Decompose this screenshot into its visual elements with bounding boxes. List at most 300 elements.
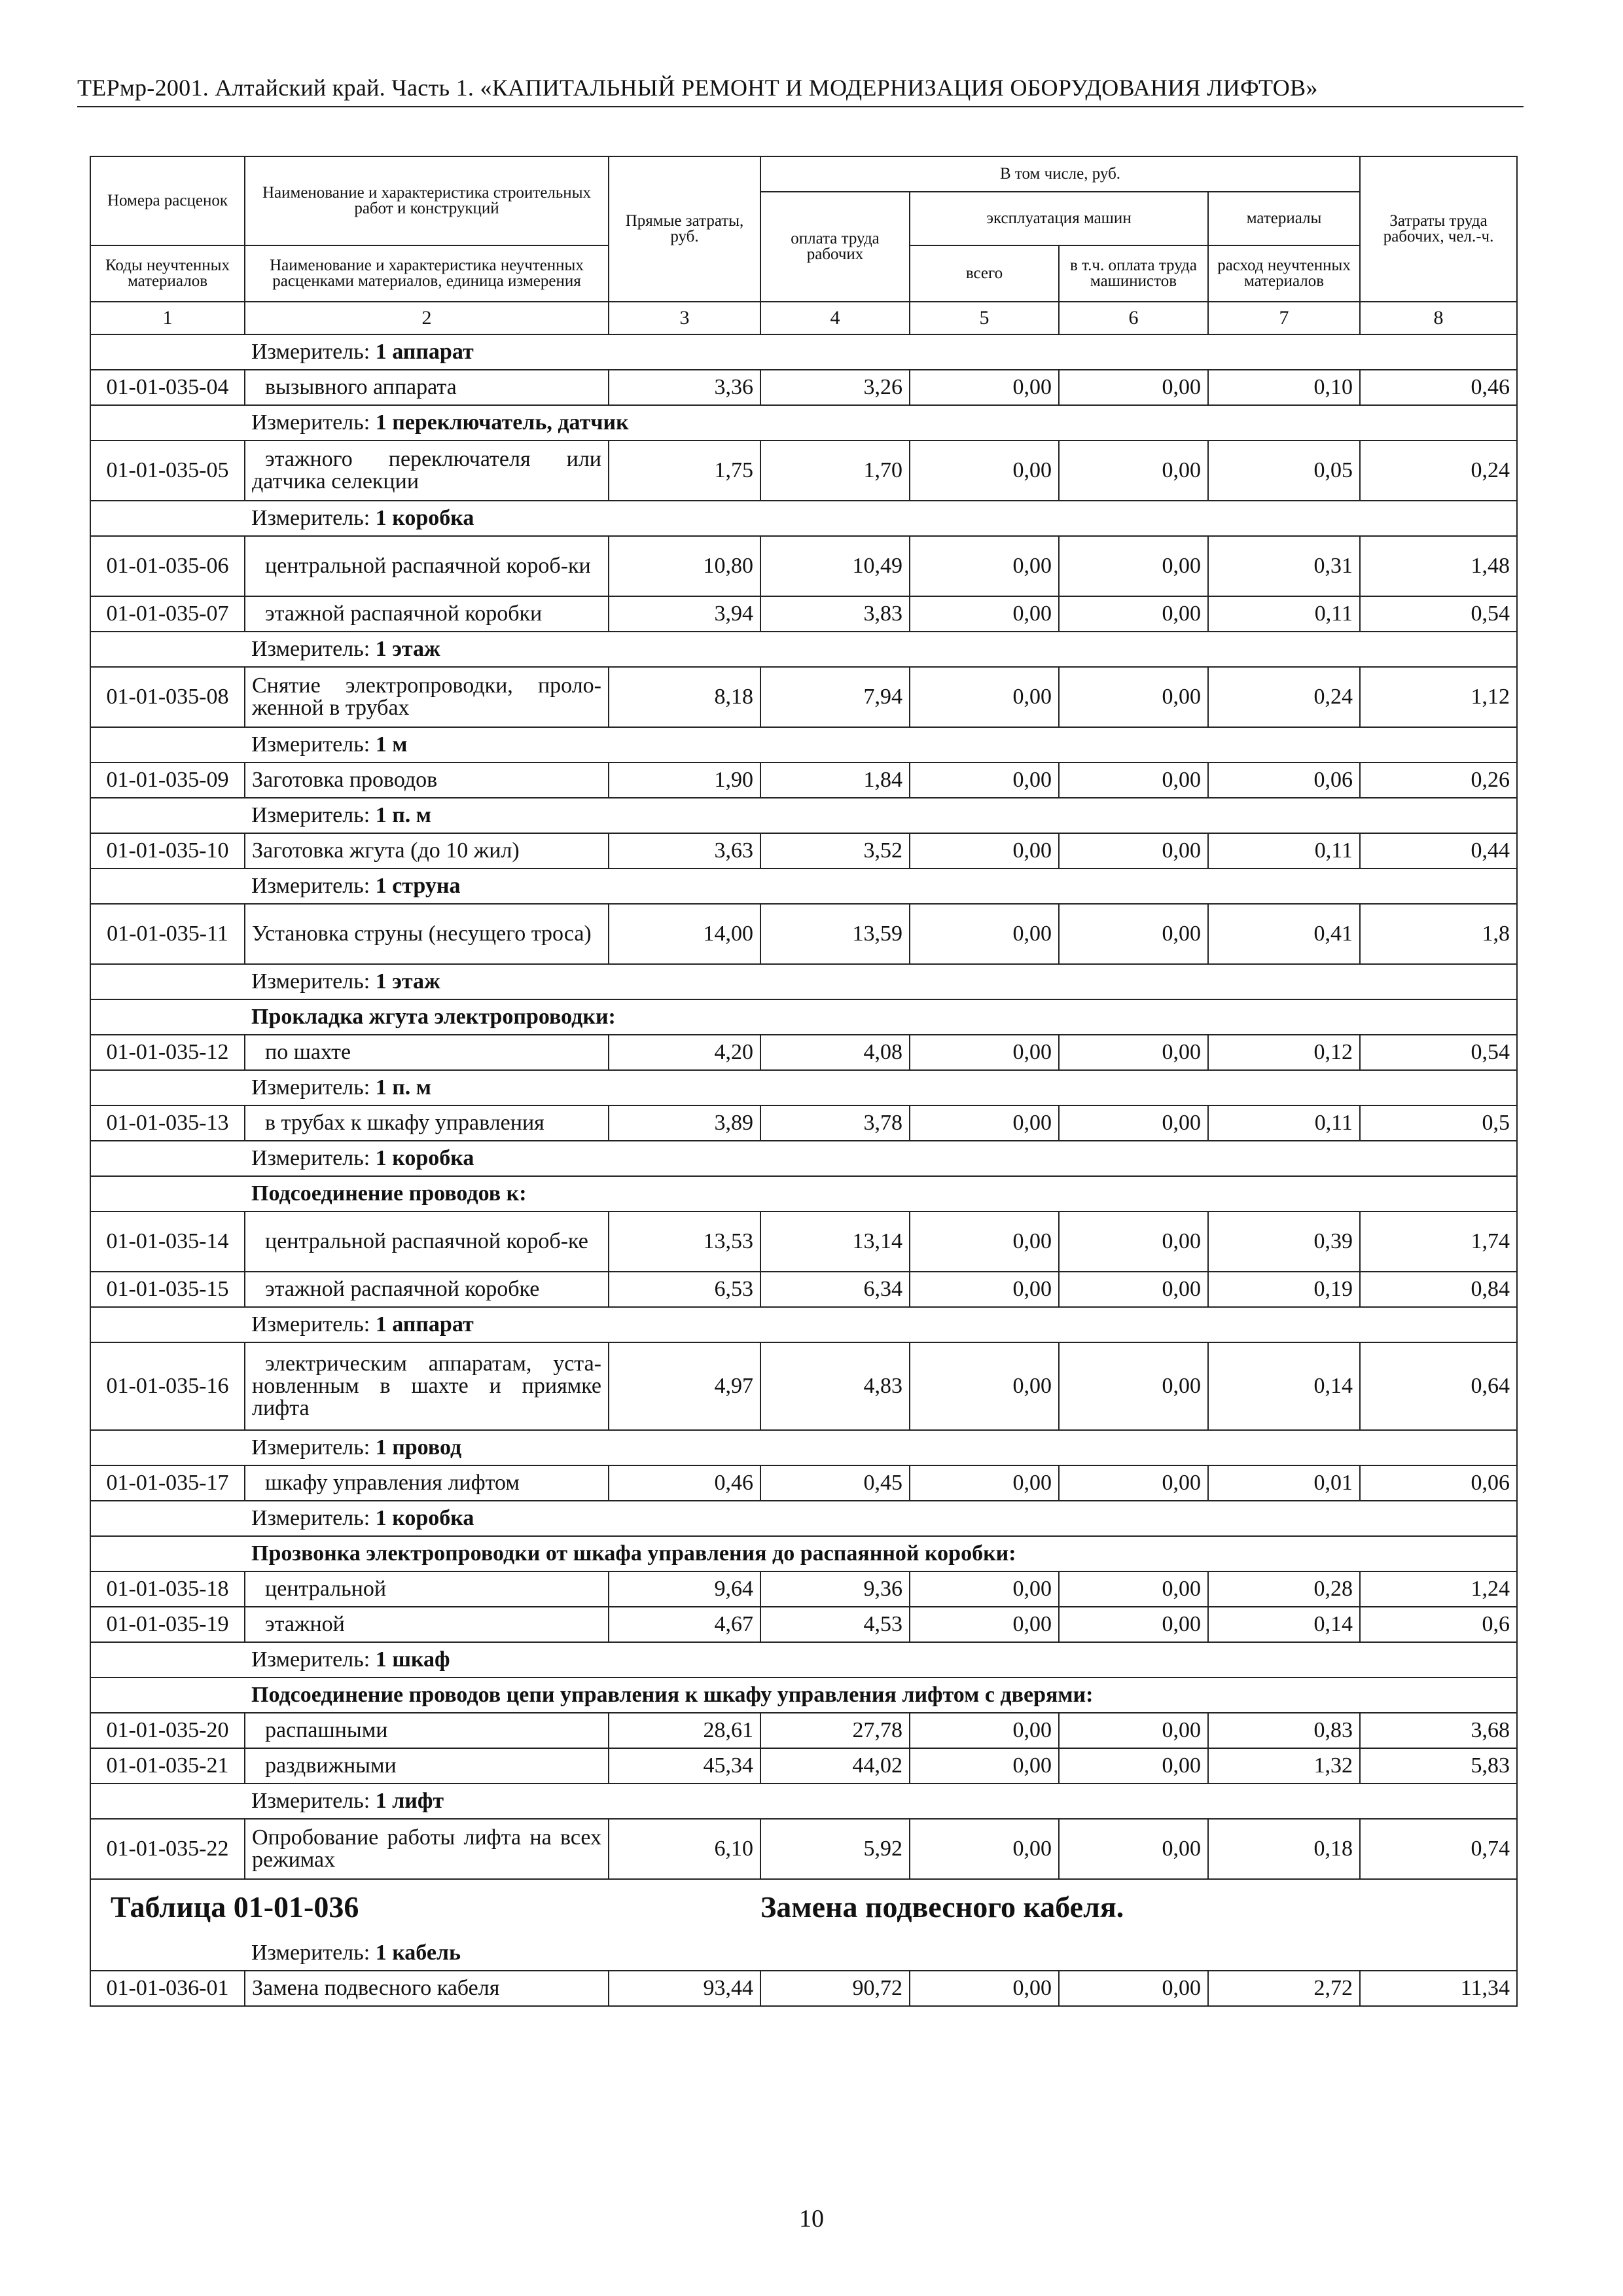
work-name: раздвижными <box>245 1748 609 1784</box>
measure-cell <box>245 1430 1517 1465</box>
rate-row <box>90 1272 1517 1307</box>
empty-cell <box>90 1784 245 1819</box>
section-heading: Прозвонка электропроводки от шкафа управления до распаянной коробки: <box>245 1536 1517 1571</box>
header-material-codes: Коды неучтенных материалов <box>90 245 245 302</box>
worker-pay-value: 13,59 <box>760 904 910 964</box>
operator-pay-value: 0,00 <box>1059 440 1208 501</box>
direct-costs-value: 10,80 <box>609 536 760 596</box>
rate-code: 01-01-035-10 <box>90 833 245 869</box>
worker-pay-value: 3,52 <box>760 833 910 869</box>
measure-unit: 1 аппарат <box>375 340 474 364</box>
measure-row <box>90 964 1517 999</box>
column-numbers-row <box>90 302 1517 334</box>
measure-unit: 1 шкаф <box>375 1647 450 1672</box>
materials-value: 0,11 <box>1208 833 1360 869</box>
measure-row <box>90 1307 1517 1342</box>
measure-row <box>90 632 1517 667</box>
materials-value: 0,05 <box>1208 440 1360 501</box>
measure-row <box>90 1784 1517 1819</box>
measure-row <box>90 334 1517 370</box>
rate-code: 01-01-035-06 <box>90 536 245 596</box>
direct-costs-value: 4,20 <box>609 1035 760 1070</box>
measure-unit: 1 коробка <box>375 1506 474 1530</box>
header-materials: материалы <box>1208 192 1360 245</box>
rate-code: 01-01-035-08 <box>90 667 245 727</box>
work-name: центральной распаячной короб-ке <box>245 1211 609 1272</box>
measure-unit: 1 п. м <box>375 1075 431 1100</box>
direct-costs-value: 4,97 <box>609 1342 760 1430</box>
measure-prefix: Измеритель: <box>251 637 370 661</box>
machines-total-value: 0,00 <box>910 1571 1059 1607</box>
machines-total-value: 0,00 <box>910 1748 1059 1784</box>
running-header: ТЕРмр-2001. Алтайский край. Часть 1. «КАПИТАЛЬНЫЙ РЕМОНТ И МОДЕРНИЗАЦИЯ ОБОРУДОВАНИЯ ЛИФТОВ» <box>77 73 1524 107</box>
machines-total-value: 0,00 <box>910 1272 1059 1307</box>
work-name: в трубах к шкафу управления <box>245 1105 609 1141</box>
worker-pay-value: 4,53 <box>760 1607 910 1642</box>
operator-pay-value: 0,00 <box>1059 370 1208 405</box>
table-label: Таблица 01-01-036 <box>90 1879 760 1936</box>
rate-row <box>90 1465 1517 1501</box>
rate-code: 01-01-035-15 <box>90 1272 245 1307</box>
measure-cell <box>245 964 1517 999</box>
rate-code: 01-01-035-21 <box>90 1748 245 1784</box>
direct-costs-value: 93,44 <box>609 1971 760 2006</box>
rate-code: 01-01-035-16 <box>90 1342 245 1430</box>
direct-costs-value: 13,53 <box>609 1211 760 1272</box>
measure-prefix: Измеритель: <box>251 732 370 757</box>
labor-costs-value: 11,34 <box>1360 1971 1517 2006</box>
direct-costs-value: 0,46 <box>609 1465 760 1501</box>
empty-cell <box>90 1642 245 1677</box>
labor-costs-value: 0,84 <box>1360 1272 1517 1307</box>
materials-value: 0,14 <box>1208 1342 1360 1430</box>
machines-total-value: 0,00 <box>910 1971 1059 2006</box>
table-title-row <box>90 1879 1517 1936</box>
materials-value: 2,72 <box>1208 1971 1360 2006</box>
header-machines-total: всего <box>910 245 1059 302</box>
work-name: этажной распаячной коробке <box>245 1272 609 1307</box>
rate-code: 01-01-035-11 <box>90 904 245 964</box>
rate-row <box>90 1748 1517 1784</box>
column-number: 7 <box>1208 302 1360 334</box>
direct-costs-value: 28,61 <box>609 1713 760 1748</box>
operator-pay-value: 0,00 <box>1059 1971 1208 2006</box>
rate-row <box>90 1035 1517 1070</box>
rate-row <box>90 833 1517 869</box>
labor-costs-value: 3,68 <box>1360 1713 1517 1748</box>
measure-cell <box>245 798 1517 833</box>
materials-value: 0,11 <box>1208 1105 1360 1141</box>
direct-costs-value: 6,10 <box>609 1819 760 1879</box>
measure-prefix: Измеритель: <box>251 340 370 364</box>
operator-pay-value: 0,00 <box>1059 762 1208 798</box>
worker-pay-value: 9,36 <box>760 1571 910 1607</box>
work-name: центральной распаячной короб-ки <box>245 536 609 596</box>
measure-cell <box>245 334 1517 370</box>
header-worker-pay: оплата труда рабочих <box>760 192 910 302</box>
work-name: электрическим аппаратам, уста-новленным в шахте и приямке лифта <box>245 1342 609 1430</box>
measure-cell <box>245 1936 1517 1971</box>
materials-value: 0,01 <box>1208 1465 1360 1501</box>
worker-pay-value: 1,84 <box>760 762 910 798</box>
work-name: центральной <box>245 1571 609 1607</box>
measure-prefix: Измеритель: <box>251 803 370 827</box>
machines-total-value: 0,00 <box>910 1713 1059 1748</box>
section-heading: Прокладка жгута электропроводки: <box>245 999 1517 1035</box>
operator-pay-value: 0,00 <box>1059 904 1208 964</box>
direct-costs-value: 9,64 <box>609 1571 760 1607</box>
materials-value: 0,12 <box>1208 1035 1360 1070</box>
header-operator-pay: в т.ч. оплата труда машинистов <box>1059 245 1208 302</box>
column-number: 6 <box>1059 302 1208 334</box>
machines-total-value: 0,00 <box>910 762 1059 798</box>
measure-row <box>90 1642 1517 1677</box>
measure-row <box>90 1936 1517 1971</box>
rate-code: 01-01-035-09 <box>90 762 245 798</box>
rate-code: 01-01-035-14 <box>90 1211 245 1272</box>
rate-row <box>90 1713 1517 1748</box>
work-name: этажного переключателя или датчика селекции <box>245 440 609 501</box>
column-number: 8 <box>1360 302 1517 334</box>
empty-cell <box>90 501 245 536</box>
machines-total-value: 0,00 <box>910 536 1059 596</box>
section-row <box>90 1677 1517 1713</box>
operator-pay-value: 0,00 <box>1059 1748 1208 1784</box>
measure-unit: 1 коробка <box>375 506 474 530</box>
operator-pay-value: 0,00 <box>1059 1465 1208 1501</box>
empty-cell <box>90 1501 245 1536</box>
rate-code: 01-01-035-05 <box>90 440 245 501</box>
operator-pay-value: 0,00 <box>1059 536 1208 596</box>
measure-unit: 1 коробка <box>375 1146 474 1170</box>
machines-total-value: 0,00 <box>910 1342 1059 1430</box>
worker-pay-value: 7,94 <box>760 667 910 727</box>
header-work-name: Наименование и характеристика строительных работ и конструкций <box>245 156 609 245</box>
machines-total-value: 0,00 <box>910 904 1059 964</box>
measure-cell <box>245 1307 1517 1342</box>
materials-value: 0,31 <box>1208 536 1360 596</box>
direct-costs-value: 3,89 <box>609 1105 760 1141</box>
operator-pay-value: 0,00 <box>1059 833 1208 869</box>
measure-row <box>90 405 1517 440</box>
labor-costs-value: 0,24 <box>1360 440 1517 501</box>
worker-pay-value: 1,70 <box>760 440 910 501</box>
empty-cell <box>90 1307 245 1342</box>
rates-table <box>90 156 1518 2007</box>
machines-total-value: 0,00 <box>910 833 1059 869</box>
materials-value: 0,14 <box>1208 1607 1360 1642</box>
measure-cell <box>245 727 1517 762</box>
operator-pay-value: 0,00 <box>1059 1211 1208 1272</box>
empty-cell <box>90 798 245 833</box>
labor-costs-value: 5,83 <box>1360 1748 1517 1784</box>
measure-cell <box>245 632 1517 667</box>
machines-total-value: 0,00 <box>910 440 1059 501</box>
direct-costs-value: 45,34 <box>609 1748 760 1784</box>
section-heading: Подсоединение проводов к: <box>245 1176 1517 1211</box>
machines-total-value: 0,00 <box>910 667 1059 727</box>
measure-row <box>90 1070 1517 1105</box>
direct-costs-value: 1,75 <box>609 440 760 501</box>
measure-prefix: Измеритель: <box>251 1789 370 1813</box>
rate-row <box>90 1607 1517 1642</box>
rate-row <box>90 1571 1517 1607</box>
rate-row <box>90 1342 1517 1430</box>
header-direct-costs: Прямые затраты, руб. <box>609 156 760 302</box>
rate-code: 01-01-035-04 <box>90 370 245 405</box>
labor-costs-value: 0,6 <box>1360 1607 1517 1642</box>
table-body <box>90 334 1517 2006</box>
section-heading: Подсоединение проводов цепи управления к шкафу управления лифтом с дверями: <box>245 1677 1517 1713</box>
labor-costs-value: 0,5 <box>1360 1105 1517 1141</box>
measure-row <box>90 1141 1517 1176</box>
materials-value: 0,18 <box>1208 1819 1360 1879</box>
empty-cell <box>90 334 245 370</box>
measure-prefix: Измеритель: <box>251 1647 370 1672</box>
measure-cell <box>245 1784 1517 1819</box>
header-labor-costs: Затраты труда рабочих, чел.-ч. <box>1360 156 1517 302</box>
work-name: по шахте <box>245 1035 609 1070</box>
empty-cell <box>90 869 245 904</box>
operator-pay-value: 0,00 <box>1059 1571 1208 1607</box>
operator-pay-value: 0,00 <box>1059 1819 1208 1879</box>
measure-unit: 1 кабель <box>375 1941 461 1965</box>
empty-cell <box>90 1141 245 1176</box>
machines-total-value: 0,00 <box>910 1035 1059 1070</box>
materials-value: 0,06 <box>1208 762 1360 798</box>
work-name: Установка струны (несущего троса) <box>245 904 609 964</box>
labor-costs-value: 0,74 <box>1360 1819 1517 1879</box>
operator-pay-value: 0,00 <box>1059 1713 1208 1748</box>
materials-value: 0,41 <box>1208 904 1360 964</box>
operator-pay-value: 0,00 <box>1059 667 1208 727</box>
rate-row <box>90 904 1517 964</box>
worker-pay-value: 44,02 <box>760 1748 910 1784</box>
rate-row <box>90 440 1517 501</box>
column-number: 3 <box>609 302 760 334</box>
work-name: Снятие электропроводки, проло-женной в трубах <box>245 667 609 727</box>
empty-cell <box>90 405 245 440</box>
empty-cell <box>90 1176 245 1211</box>
measure-row <box>90 1430 1517 1465</box>
labor-costs-value: 1,8 <box>1360 904 1517 964</box>
measure-row <box>90 869 1517 904</box>
operator-pay-value: 0,00 <box>1059 1342 1208 1430</box>
machines-total-value: 0,00 <box>910 1465 1059 1501</box>
rate-code: 01-01-036-01 <box>90 1971 245 2006</box>
measure-unit: 1 этаж <box>375 637 440 661</box>
direct-costs-value: 8,18 <box>609 667 760 727</box>
materials-value: 0,28 <box>1208 1571 1360 1607</box>
rate-code: 01-01-035-20 <box>90 1713 245 1748</box>
measure-row <box>90 1501 1517 1536</box>
empty-cell <box>90 1536 245 1571</box>
rate-code: 01-01-035-19 <box>90 1607 245 1642</box>
materials-value: 0,11 <box>1208 596 1360 632</box>
worker-pay-value: 27,78 <box>760 1713 910 1748</box>
header-rate-numbers: Номера расценок <box>90 156 245 245</box>
measure-prefix: Измеритель: <box>251 1506 370 1530</box>
labor-costs-value: 0,06 <box>1360 1465 1517 1501</box>
header-material-name: Наименование и характеристика неучтенных расценками материалов, единица измерения <box>245 245 609 302</box>
operator-pay-value: 0,00 <box>1059 1272 1208 1307</box>
measure-prefix: Измеритель: <box>251 506 370 530</box>
measure-prefix: Измеритель: <box>251 1435 370 1460</box>
header-machine-operation: эксплуатация машин <box>910 192 1208 245</box>
worker-pay-value: 10,49 <box>760 536 910 596</box>
labor-costs-value: 1,74 <box>1360 1211 1517 1272</box>
rate-row <box>90 1105 1517 1141</box>
labor-costs-value: 0,44 <box>1360 833 1517 869</box>
rate-row <box>90 596 1517 632</box>
measure-prefix: Измеритель: <box>251 1312 370 1336</box>
measure-unit: 1 струна <box>375 874 461 898</box>
rate-row <box>90 1971 1517 2006</box>
labor-costs-value: 1,24 <box>1360 1571 1517 1607</box>
materials-value: 0,24 <box>1208 667 1360 727</box>
measure-cell <box>245 1141 1517 1176</box>
work-name: Замена подвесного кабеля <box>245 1971 609 2006</box>
worker-pay-value: 3,26 <box>760 370 910 405</box>
rate-code: 01-01-035-13 <box>90 1105 245 1141</box>
work-name: этажной распаячной коробки <box>245 596 609 632</box>
worker-pay-value: 0,45 <box>760 1465 910 1501</box>
section-row <box>90 999 1517 1035</box>
work-name: этажной <box>245 1607 609 1642</box>
measure-prefix: Измеритель: <box>251 874 370 898</box>
direct-costs-value: 3,63 <box>609 833 760 869</box>
work-name: распашными <box>245 1713 609 1748</box>
work-name: шкафу управления лифтом <box>245 1465 609 1501</box>
rate-code: 01-01-035-22 <box>90 1819 245 1879</box>
labor-costs-value: 1,12 <box>1360 667 1517 727</box>
table-header <box>90 156 1517 334</box>
measure-cell <box>245 1501 1517 1536</box>
measure-prefix: Измеритель: <box>251 410 370 435</box>
rate-row <box>90 1211 1517 1272</box>
measure-prefix: Измеритель: <box>251 969 370 994</box>
empty-cell <box>90 964 245 999</box>
empty-cell <box>90 727 245 762</box>
section-row <box>90 1176 1517 1211</box>
header-unaccounted-materials: расход неучтенных материалов <box>1208 245 1360 302</box>
measure-unit: 1 провод <box>375 1435 462 1460</box>
materials-value: 0,83 <box>1208 1713 1360 1748</box>
column-number: 5 <box>910 302 1059 334</box>
direct-costs-value: 6,53 <box>609 1272 760 1307</box>
machines-total-value: 0,00 <box>910 1819 1059 1879</box>
operator-pay-value: 0,00 <box>1059 1035 1208 1070</box>
materials-value: 0,19 <box>1208 1272 1360 1307</box>
worker-pay-value: 3,83 <box>760 596 910 632</box>
machines-total-value: 0,00 <box>910 370 1059 405</box>
measure-cell <box>245 1642 1517 1677</box>
worker-pay-value: 90,72 <box>760 1971 910 2006</box>
measure-prefix: Измеритель: <box>251 1941 370 1965</box>
machines-total-value: 0,00 <box>910 1105 1059 1141</box>
rate-code: 01-01-035-17 <box>90 1465 245 1501</box>
measure-cell <box>245 405 1517 440</box>
machines-total-value: 0,00 <box>910 1607 1059 1642</box>
work-name: вызывного аппарата <box>245 370 609 405</box>
operator-pay-value: 0,00 <box>1059 596 1208 632</box>
empty-cell <box>90 632 245 667</box>
work-name: Заготовка жгута (до 10 жил) <box>245 833 609 869</box>
rate-row <box>90 536 1517 596</box>
column-number: 1 <box>90 302 245 334</box>
measure-unit: 1 м <box>375 732 408 757</box>
column-number: 4 <box>760 302 910 334</box>
empty-cell <box>90 1677 245 1713</box>
worker-pay-value: 6,34 <box>760 1272 910 1307</box>
direct-costs-value: 4,67 <box>609 1607 760 1642</box>
measure-row <box>90 501 1517 536</box>
measure-unit: 1 этаж <box>375 969 440 994</box>
labor-costs-value: 1,48 <box>1360 536 1517 596</box>
measure-cell <box>245 501 1517 536</box>
measure-row <box>90 727 1517 762</box>
materials-value: 0,10 <box>1208 370 1360 405</box>
worker-pay-value: 13,14 <box>760 1211 910 1272</box>
header-including: В том числе, руб. <box>760 156 1360 192</box>
column-number: 2 <box>245 302 609 334</box>
worker-pay-value: 4,08 <box>760 1035 910 1070</box>
direct-costs-value: 1,90 <box>609 762 760 798</box>
page-number: 10 <box>799 2205 824 2233</box>
measure-prefix: Измеритель: <box>251 1075 370 1100</box>
labor-costs-value: 0,54 <box>1360 1035 1517 1070</box>
empty-cell <box>90 999 245 1035</box>
measure-unit: 1 переключатель, датчик <box>375 410 629 435</box>
machines-total-value: 0,00 <box>910 1211 1059 1272</box>
work-name: Заготовка проводов <box>245 762 609 798</box>
rate-code: 01-01-035-07 <box>90 596 245 632</box>
direct-costs-value: 14,00 <box>609 904 760 964</box>
rate-row <box>90 370 1517 405</box>
worker-pay-value: 4,83 <box>760 1342 910 1430</box>
labor-costs-value: 0,54 <box>1360 596 1517 632</box>
operator-pay-value: 0,00 <box>1059 1607 1208 1642</box>
rate-row <box>90 762 1517 798</box>
materials-value: 0,39 <box>1208 1211 1360 1272</box>
rate-code: 01-01-035-18 <box>90 1571 245 1607</box>
rate-code: 01-01-035-12 <box>90 1035 245 1070</box>
empty-cell <box>90 1936 245 1971</box>
operator-pay-value: 0,00 <box>1059 1105 1208 1141</box>
empty-cell <box>90 1070 245 1105</box>
rate-row <box>90 667 1517 727</box>
table-title: Замена подвесного кабеля. <box>760 1879 1517 1936</box>
labor-costs-value: 0,46 <box>1360 370 1517 405</box>
section-row <box>90 1536 1517 1571</box>
rate-row <box>90 1819 1517 1879</box>
measure-prefix: Измеритель: <box>251 1146 370 1170</box>
direct-costs-value: 3,94 <box>609 596 760 632</box>
worker-pay-value: 5,92 <box>760 1819 910 1879</box>
worker-pay-value: 3,78 <box>760 1105 910 1141</box>
measure-cell <box>245 869 1517 904</box>
materials-value: 1,32 <box>1208 1748 1360 1784</box>
labor-costs-value: 0,64 <box>1360 1342 1517 1430</box>
machines-total-value: 0,00 <box>910 596 1059 632</box>
measure-unit: 1 лифт <box>375 1789 444 1813</box>
direct-costs-value: 3,36 <box>609 370 760 405</box>
measure-cell <box>245 1070 1517 1105</box>
measure-row <box>90 798 1517 833</box>
measure-unit: 1 аппарат <box>375 1312 474 1336</box>
empty-cell <box>90 1430 245 1465</box>
labor-costs-value: 0,26 <box>1360 762 1517 798</box>
